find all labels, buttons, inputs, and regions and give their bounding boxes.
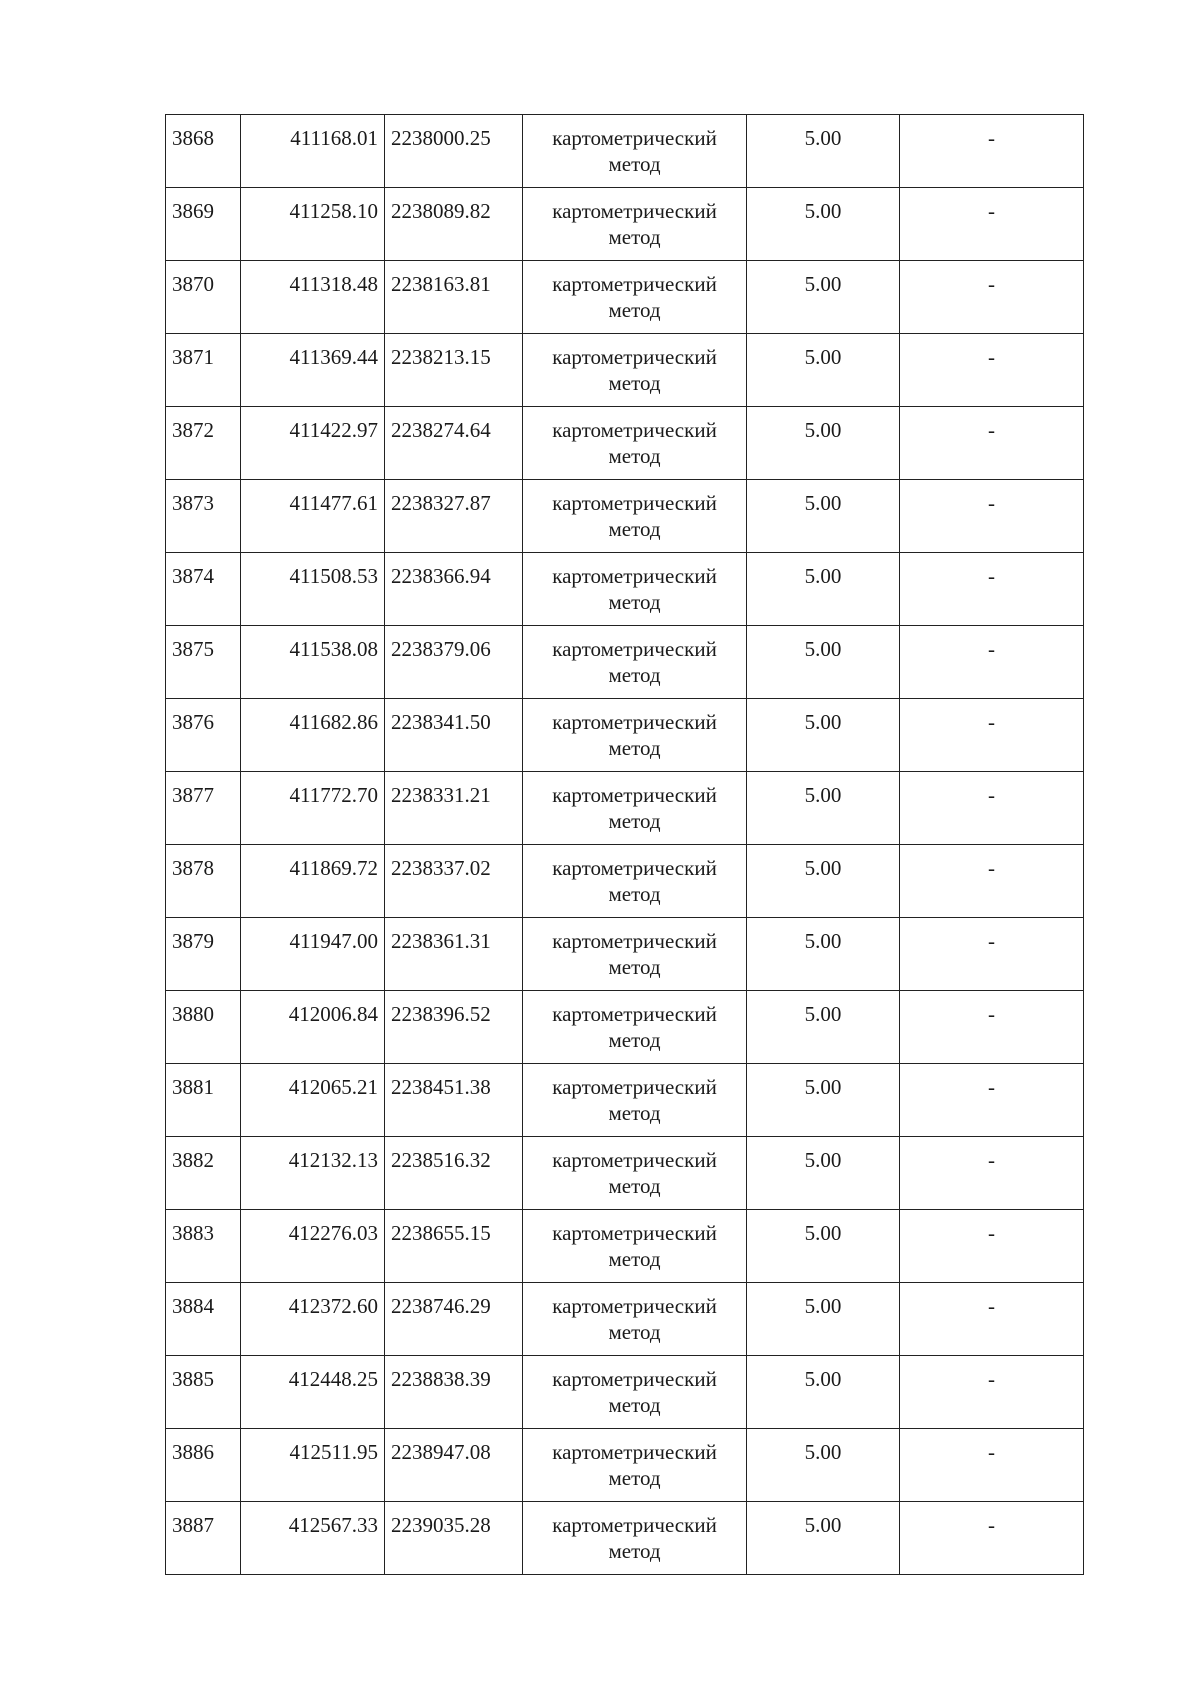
y-coordinate-cell: 2238089.82 <box>385 188 523 261</box>
x-coordinate-cell: 411682.86 <box>241 699 385 772</box>
y-coordinate-cell: 2238337.02 <box>385 845 523 918</box>
x-coordinate-cell: 412448.25 <box>241 1356 385 1429</box>
x-coordinate-cell: 411168.01 <box>241 115 385 188</box>
y-coordinate-cell: 2238746.29 <box>385 1283 523 1356</box>
method-line-1: картометрический <box>552 637 717 661</box>
description-cell: - <box>900 1210 1084 1283</box>
table-row <box>166 845 1084 918</box>
method-line-1: картометрический <box>552 1513 717 1537</box>
table-row <box>166 407 1084 480</box>
x-coordinate-cell: 412132.13 <box>241 1137 385 1210</box>
point-number-cell: 3880 <box>166 991 241 1064</box>
y-coordinate-cell: 2238213.15 <box>385 334 523 407</box>
method-cell <box>523 188 747 261</box>
method-line-1: картометрический <box>552 783 717 807</box>
table-row <box>166 626 1084 699</box>
description-cell: - <box>900 115 1084 188</box>
point-number-cell: 3883 <box>166 1210 241 1283</box>
description-cell: - <box>900 1137 1084 1210</box>
accuracy-cell: 5.00 <box>747 407 900 480</box>
method-cell <box>523 991 747 1064</box>
method-cell <box>523 480 747 553</box>
method-line-2: метод <box>608 1174 661 1198</box>
method-cell <box>523 407 747 480</box>
method-cell <box>523 1429 747 1502</box>
accuracy-cell: 5.00 <box>747 1137 900 1210</box>
y-coordinate-cell: 2238379.06 <box>385 626 523 699</box>
y-coordinate-cell: 2238655.15 <box>385 1210 523 1283</box>
accuracy-cell: 5.00 <box>747 1356 900 1429</box>
method-line-1: картометрический <box>552 1221 717 1245</box>
table-row <box>166 991 1084 1064</box>
y-coordinate-cell: 2238341.50 <box>385 699 523 772</box>
method-line-2: метод <box>608 298 661 322</box>
description-cell: - <box>900 1064 1084 1137</box>
method-line-1: картометрический <box>552 345 717 369</box>
table-row <box>166 480 1084 553</box>
accuracy-cell: 5.00 <box>747 115 900 188</box>
method-line-2: метод <box>608 1028 661 1052</box>
method-line-2: метод <box>608 809 661 833</box>
x-coordinate-cell: 412006.84 <box>241 991 385 1064</box>
method-line-2: метод <box>608 882 661 906</box>
table-row <box>166 772 1084 845</box>
method-line-1: картометрический <box>552 710 717 734</box>
point-number-cell: 3881 <box>166 1064 241 1137</box>
accuracy-cell: 5.00 <box>747 626 900 699</box>
description-cell: - <box>900 553 1084 626</box>
table-row <box>166 1356 1084 1429</box>
x-coordinate-cell: 411869.72 <box>241 845 385 918</box>
accuracy-cell: 5.00 <box>747 918 900 991</box>
point-number-cell: 3884 <box>166 1283 241 1356</box>
description-cell: - <box>900 261 1084 334</box>
method-line-2: метод <box>608 955 661 979</box>
y-coordinate-cell: 2238516.32 <box>385 1137 523 1210</box>
table-row <box>166 115 1084 188</box>
description-cell: - <box>900 334 1084 407</box>
method-cell <box>523 772 747 845</box>
accuracy-cell: 5.00 <box>747 480 900 553</box>
accuracy-cell: 5.00 <box>747 845 900 918</box>
method-cell <box>523 1137 747 1210</box>
coordinates-table-body <box>166 115 1084 1575</box>
point-number-cell: 3875 <box>166 626 241 699</box>
x-coordinate-cell: 411508.53 <box>241 553 385 626</box>
y-coordinate-cell: 2238327.87 <box>385 480 523 553</box>
accuracy-cell: 5.00 <box>747 991 900 1064</box>
accuracy-cell: 5.00 <box>747 1064 900 1137</box>
method-line-2: метод <box>608 1393 661 1417</box>
x-coordinate-cell: 412567.33 <box>241 1502 385 1575</box>
y-coordinate-cell: 2238331.21 <box>385 772 523 845</box>
method-line-2: метод <box>608 1466 661 1490</box>
point-number-cell: 3878 <box>166 845 241 918</box>
method-cell <box>523 1283 747 1356</box>
x-coordinate-cell: 411258.10 <box>241 188 385 261</box>
x-coordinate-cell: 411369.44 <box>241 334 385 407</box>
description-cell: - <box>900 991 1084 1064</box>
accuracy-cell: 5.00 <box>747 188 900 261</box>
point-number-cell: 3887 <box>166 1502 241 1575</box>
method-cell <box>523 1502 747 1575</box>
table-row <box>166 1502 1084 1575</box>
method-line-1: картометрический <box>552 1002 717 1026</box>
description-cell: - <box>900 188 1084 261</box>
method-cell <box>523 699 747 772</box>
table-row <box>166 918 1084 991</box>
table-row <box>166 1210 1084 1283</box>
method-cell <box>523 1064 747 1137</box>
method-line-2: метод <box>608 663 661 687</box>
y-coordinate-cell: 2238396.52 <box>385 991 523 1064</box>
method-cell <box>523 553 747 626</box>
y-coordinate-cell: 2239035.28 <box>385 1502 523 1575</box>
x-coordinate-cell: 412511.95 <box>241 1429 385 1502</box>
accuracy-cell: 5.00 <box>747 334 900 407</box>
table-row <box>166 1137 1084 1210</box>
description-cell: - <box>900 1502 1084 1575</box>
method-line-2: метод <box>608 444 661 468</box>
description-cell: - <box>900 407 1084 480</box>
method-line-2: метод <box>608 1247 661 1271</box>
accuracy-cell: 5.00 <box>747 699 900 772</box>
x-coordinate-cell: 412065.21 <box>241 1064 385 1137</box>
y-coordinate-cell: 2238000.25 <box>385 115 523 188</box>
y-coordinate-cell: 2238451.38 <box>385 1064 523 1137</box>
accuracy-cell: 5.00 <box>747 1502 900 1575</box>
method-cell <box>523 845 747 918</box>
method-line-1: картометрический <box>552 564 717 588</box>
method-line-1: картометрический <box>552 272 717 296</box>
method-cell <box>523 261 747 334</box>
description-cell: - <box>900 626 1084 699</box>
point-number-cell: 3872 <box>166 407 241 480</box>
x-coordinate-cell: 411477.61 <box>241 480 385 553</box>
description-cell: - <box>900 918 1084 991</box>
description-cell: - <box>900 845 1084 918</box>
method-line-1: картометрический <box>552 126 717 150</box>
table-row <box>166 1064 1084 1137</box>
description-cell: - <box>900 1283 1084 1356</box>
x-coordinate-cell: 411422.97 <box>241 407 385 480</box>
table-row <box>166 1283 1084 1356</box>
y-coordinate-cell: 2238366.94 <box>385 553 523 626</box>
point-number-cell: 3868 <box>166 115 241 188</box>
y-coordinate-cell: 2238947.08 <box>385 1429 523 1502</box>
method-line-2: метод <box>608 1320 661 1344</box>
table-row <box>166 699 1084 772</box>
x-coordinate-cell: 411318.48 <box>241 261 385 334</box>
table-row <box>166 334 1084 407</box>
description-cell: - <box>900 772 1084 845</box>
table-row <box>166 188 1084 261</box>
accuracy-cell: 5.00 <box>747 1283 900 1356</box>
method-line-2: метод <box>608 517 661 541</box>
x-coordinate-cell: 411947.00 <box>241 918 385 991</box>
point-number-cell: 3870 <box>166 261 241 334</box>
point-number-cell: 3874 <box>166 553 241 626</box>
method-line-2: метод <box>608 152 661 176</box>
accuracy-cell: 5.00 <box>747 1429 900 1502</box>
method-line-2: метод <box>608 1101 661 1125</box>
point-number-cell: 3885 <box>166 1356 241 1429</box>
y-coordinate-cell: 2238274.64 <box>385 407 523 480</box>
method-line-2: метод <box>608 371 661 395</box>
point-number-cell: 3877 <box>166 772 241 845</box>
description-cell: - <box>900 699 1084 772</box>
method-line-1: картометрический <box>552 856 717 880</box>
method-line-1: картометрический <box>552 1367 717 1391</box>
coordinates-table <box>165 114 1084 1575</box>
point-number-cell: 3882 <box>166 1137 241 1210</box>
method-cell <box>523 1210 747 1283</box>
accuracy-cell: 5.00 <box>747 553 900 626</box>
x-coordinate-cell: 411772.70 <box>241 772 385 845</box>
accuracy-cell: 5.00 <box>747 261 900 334</box>
point-number-cell: 3879 <box>166 918 241 991</box>
method-line-2: метод <box>608 1539 661 1563</box>
method-line-1: картометрический <box>552 199 717 223</box>
point-number-cell: 3876 <box>166 699 241 772</box>
point-number-cell: 3873 <box>166 480 241 553</box>
method-line-2: метод <box>608 225 661 249</box>
table-row <box>166 1429 1084 1502</box>
x-coordinate-cell: 412372.60 <box>241 1283 385 1356</box>
table-row <box>166 553 1084 626</box>
method-cell <box>523 334 747 407</box>
table-row <box>166 261 1084 334</box>
method-line-1: картометрический <box>552 1075 717 1099</box>
y-coordinate-cell: 2238163.81 <box>385 261 523 334</box>
x-coordinate-cell: 411538.08 <box>241 626 385 699</box>
x-coordinate-cell: 412276.03 <box>241 1210 385 1283</box>
description-cell: - <box>900 1356 1084 1429</box>
method-line-1: картометрический <box>552 1148 717 1172</box>
y-coordinate-cell: 2238838.39 <box>385 1356 523 1429</box>
method-line-1: картометрический <box>552 929 717 953</box>
point-number-cell: 3869 <box>166 188 241 261</box>
method-line-2: метод <box>608 590 661 614</box>
point-number-cell: 3886 <box>166 1429 241 1502</box>
point-number-cell: 3871 <box>166 334 241 407</box>
accuracy-cell: 5.00 <box>747 1210 900 1283</box>
method-line-1: картометрический <box>552 491 717 515</box>
method-line-1: картометрический <box>552 418 717 442</box>
method-line-1: картометрический <box>552 1294 717 1318</box>
y-coordinate-cell: 2238361.31 <box>385 918 523 991</box>
method-line-1: картометрический <box>552 1440 717 1464</box>
method-cell <box>523 1356 747 1429</box>
description-cell: - <box>900 480 1084 553</box>
method-cell <box>523 115 747 188</box>
method-cell <box>523 918 747 991</box>
method-line-2: метод <box>608 736 661 760</box>
accuracy-cell: 5.00 <box>747 772 900 845</box>
method-cell <box>523 626 747 699</box>
description-cell: - <box>900 1429 1084 1502</box>
